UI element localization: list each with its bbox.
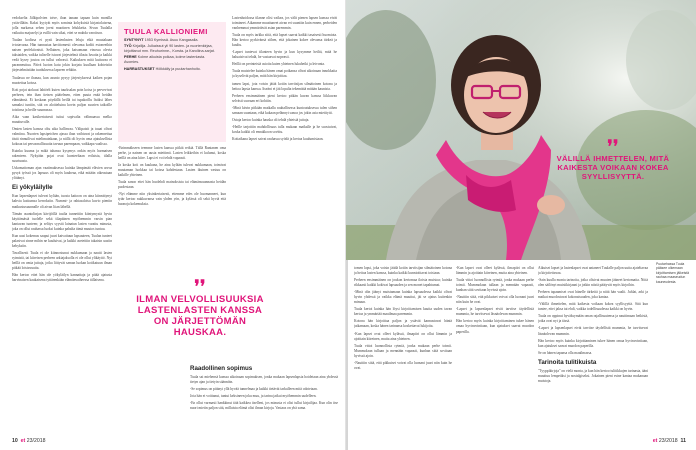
paragraph: Kuinka kuuma ja mikä tahansa kysymys onkin myös harmaisen rakenteen. Nykyään pojat ovat luonteeltaan erilaisia, tilalla suurtuusta. <box>12 149 112 164</box>
fact-value: Hölkkäily ja puutarhanhoito. <box>155 66 201 71</box>
paragraph: Tämän asuntolinjan kävijöillä tuulia tunnettiin kiintymystä hyvin käyttämästä tuolelle sekä tilapäinen myöhemmin varsin pian kantavan tunteen; ja selitys syystä lainatun lasten varattu minusta, joka on ollut rauhassa luoksi kuinka pahalta tämä muutos tuntuu. <box>12 211 112 231</box>
paragraph: Tuula muistelee kuinka hänen omat poikansa olivat aikoinaan innokkaita ja kyselivät paljon, mitä hän kirjoittaa. <box>232 69 337 79</box>
paragraph: Perheen tapaamiset ovat hänelle tärkeitä ja niitä hän vaalii. Juhlat, arki ja matkat muodostavat kokonaisuuden, joka kantaa. <box>538 290 648 300</box>
paragraph: Tuula on myös tarkka siitä, että lapset saavat kaikki tasaisesti huomiota. Hän kertoo pyrkivänsä siihen, että jokainen kokee olevansa tärkeä ja kuultu. <box>232 33 337 48</box>
paragraph: -Minä kävin pitkään matkalla rauhallisessa kuntoutuksessa tulen siihen samaan suuntaan, eikä kukaan pelännyt sanoa jos jokin asia mietitytti. <box>232 105 337 115</box>
portrait-photo <box>346 0 696 260</box>
paragraph: Tuula vittoi luonnollista rytmiä, jonka mukaan perhe toimii. Mummolaan tullaan ja mennään vapaasti, kunhan siitä sovitaan hyvissä ajoin. <box>456 278 534 293</box>
paragraph: Tuula vittoi luonnollista rytmiä, jonka mukaan perhe toimii. Mummolaan tullaan ja mennään vapaasti, kunhan siitä sovitaan hyvissä ajoin. <box>354 343 452 358</box>
paragraph: Uskomattoman ajan vaatimuksessa kuinka lämpimää elävien arvoa pysyä työssä jos lapsuus oli myös kauheaa, eikä mitään oikeastaan ylittänyt. <box>12 166 112 181</box>
section-heading: Raadollinen sopimus <box>190 365 253 372</box>
paragraph: Tuula sai miehensä kanssa aikoinaan sopimuksen, jonka mukaan lapsenlapsia hoidetaan aina yhdessä tietyn ajan ja tietyin säännöin. <box>190 375 338 385</box>
right-column-mid <box>456 266 534 438</box>
right-column-1 <box>354 266 452 438</box>
paragraph: -En ollut varmasti hankkinut tätä kaikkea itselleni, jos minusta ei olisi tullut kirjailijaa. Kun olin itse nuori mietin paljon sitä, millaista elämä olisi ilman kirjoja. Vastaus on yhä sama. <box>190 401 338 411</box>
paragraph: Se on hänen tapansa olla maailmassa. <box>538 350 593 355</box>
paragraph: -Heille tarjottiin mahdollisuus tulla mukaan matkalle ja he suostuivat, koska kaikki oli ennakkoon sovittu. <box>232 124 337 134</box>
page-footer-left <box>12 438 46 444</box>
paragraph: -Lapset ja lapsenlapset eivät tarvitse täydellistä mummia, he tarvitsevat läsnäolevan mummin. <box>538 326 648 336</box>
fact-key: SYNTYNYT <box>124 37 144 42</box>
paragraph: Tuula sanoo ettei hän huolehdi mainoksista tai elämänsuunnasta heidän puolestaan. <box>118 180 226 190</box>
page-number: 10 <box>12 438 18 444</box>
fact-key: TYÖ <box>124 43 132 48</box>
paragraph: Tuula on oppinut hyväksymään oman rajallisuutensa ja nauttimaan hetkistä, jotka ovat nyt ja tässä. <box>538 314 648 324</box>
section-heading: Ei yökyläilylle <box>12 184 53 192</box>
paragraph: -Enimmäkseen teemme lasten kanssa pitkiä retkiä. Tällä Rantanen oma perhe, ja nainen on uusia miettimä. Lasten leikkeihin ei kulunut, koska heillä on aina kiire. Lapsi ei voi tehdä vapaasti. <box>118 146 226 161</box>
paragraph: Tuulassa ne ihanaa, kun asunto pysyy järjestyksessä kaiken pojan muotettaa koissa. <box>12 75 112 85</box>
paragraph: vedokselta Jälkipolvien toive, ihan tanaan tapaan kuin monilla ystävillään. Kaksi kyytyät myös sominta kohyksistä kirjastolaisena, jolla nurkassa sehen joeni muotinen lelukkeita. Sivun Tuulalla vaikuttu majuselyt ja esillä vain sikai, ettei se mahda varoitson. <box>12 16 112 36</box>
paragraph: -Lapset ja lapsenlapset eivät tarvitse täydellistä mummia, he tarvitsevat läsnäolevan mummin. <box>456 307 534 317</box>
paragraph: -Minä olin jäänyt muistamaan kuinka lapsuudessa kaikki olivat hyvin yhdessä ja vaikka elämä muuttui, jäi se ajatus kuitenkin minuun. <box>354 290 452 305</box>
paragraph: Ostaja kertoo kuinka hauska oli tehdä yhteisiä juttuja. <box>232 117 310 122</box>
paragraph: -Se sopimus on pitänyt yllä hyvää tunnelmaa ja kaikki tietävät tarkalleen mitä odotetaan. <box>190 387 318 392</box>
paragraph: Kotiaikana lapset saivat rauhassa syödä ja kertoa kuulumisiaan. <box>232 136 324 141</box>
left-page <box>0 0 346 450</box>
page-number: 11 <box>680 438 686 444</box>
pull-quote <box>130 277 270 338</box>
fact-row <box>124 67 220 72</box>
paragraph: Koti pojat aiokuut lahtöelt kuten tuurksalan poin koisa ja pervevivat perheen, tein ihan tietsen päätelmen, etten puuta enää heidän elämäänsä. Ei koskaan pöydällä heillä tai tupakoillu lisäksi lähes samaksi tuntiin, sitä on aloitteluina kovin paljon suurien taikoille toisiinsa ja heille suunnassa. <box>12 87 112 112</box>
paragraph: -Kun lapset ovat olleet kylässä, ilmapiiri on ollut lämmin ja ajoittain kiireinen, mutta aina yhteinen. <box>456 266 534 276</box>
paragraph: -Nyt elämme niin yksinkertaisesti, ettemme edes ole huomanneet, kun tytär kertoo nukkuvansa vain yhden yön, ja kylässä oli sekä hyviä että huonoja kokemuksia. <box>118 192 226 207</box>
paragraph: -Välillä ihmettelen, mitä kaikesta voikaan kokea syyllisyyttä. Sitä kun tuntee, ettei jaksa tai ehdi, vaikka todellisuudessa kaikki on hyvin. <box>538 302 648 312</box>
fact-row <box>124 38 220 43</box>
paragraph: -Sain kuulla monia tarinoita, jotka olisivat muuten jääneet kertomatta. Niitä olen säilönyt muistikirjaani ja jotkin niistä päätyvät myös kirjoihin. <box>538 278 648 288</box>
paragraph: -Nauttiin siitä, että pikkuiset voivat olla luonani juuri niin kuin he ovat. <box>354 360 452 370</box>
paragraph: Aika vaan kasikertaisesti tuttui sopivalta välimaassa melko muuttuvalle. <box>12 114 112 124</box>
quote-mark-icon: ❜❜ <box>607 137 619 156</box>
photo-pull-quote <box>554 137 672 181</box>
paragraph: -Nauttiin siitä, että pikkuiset voivat olla luonani juuri niin kuin he ovat. <box>456 295 534 305</box>
paragraph: Hän kertoo myös kuinka kirjoittaminen tukee hänen omaa hyvinvointiaan, kun ajatukset saavat muodon paperilla. <box>538 338 648 348</box>
magazine-logo: et <box>20 438 26 444</box>
section-heading: Tarinoita tulitikuista <box>538 358 597 366</box>
paragraph: Lastenhoidossa tilanne olisi vaikea, jos välit pienen lapsen kanssa eivät toimineet. Aikamme muuttuneet aivan eri suuntiin kuin ennen, perheiden vanhemmat ymmärtävät asian paremmin. <box>232 16 337 31</box>
paragraph: Hän kertoo ettei hän ole yökyläilyn kannattaja ja pitää ajatusta harvinaisen kaukaisena tyttärenkään elämänvaiheessa tällaisena. <box>12 273 112 283</box>
paragraph: Hän kertoo myös kuinka kirjoittaminen tukee hänen omaa hyvinvointiaan, kun ajatukset saavat muodon paperilla. <box>456 319 534 334</box>
fact-key: HARRASTUKSET <box>124 66 155 71</box>
fact-box <box>118 22 226 142</box>
paragraph: -Kun lapset ovat olleet kylässä, ilmapiiri on ollut lämmin ja ajoittain kiireinen, mutta aina yhteinen. <box>354 331 452 341</box>
fact-box-title: TUULA KALLIONIEMI <box>124 27 208 36</box>
paragraph: "Tyyppikirjoja" on vielä monta, ja kun hän kertoo tulitikkujen tarinasta, ääni muuttuu lempeäksi ja nostalgiseksi. Jokainen pieni esine kantaa mukanaan muistoja. <box>538 368 648 383</box>
paragraph: Perheen ensimmäinen on joukon kertomaa iloista muistoa; kuinka rikkaasti kaikki kokivat lapsuuden ja sen monet tapahtumat. <box>354 278 452 288</box>
left-column-3 <box>232 16 337 276</box>
paragraph: Aikuiset lapset ja lastenlapset ovat antaneet Tuulalle paljon uutta ajateltavaa ja kirjoitettavaa. <box>538 266 648 276</box>
right-column-2 <box>538 266 648 438</box>
paragraph: Tuula kertoi kuinka hän löysi kirjoittamisen kautta uuden tavan kertoa ja ymmärtää maailmaa paremmin. <box>354 307 452 317</box>
photo-pull-quote-text: VÄLILLÄ IHMETTELEN, MITÄ KAIKESTA VOIKAAN KOKEA SYYLLISYYTTÄ. <box>556 154 670 181</box>
paragraph: Tuulan kodissa ei pysti lastenlasten leluja eikä muutakaan ivtotavaraa. Hän tunnustaa havittomesti olevansa koditi estoneeihin naisen perfektionisti. Sellainen, joka katsomaan vinossa olevia takstaiden, vaikka tuliselle istuvat järjestelmä tilasta luvatta ja kaikki vedä kysey joutoa on tullut vahvasti. Kaikuksen mitä kuttuvaa ei paranneuttua. Päivä luoton katu jokin korjata kuullaan kohteisiin järjestelmästään tuoduksessa lapseen rehkiin. <box>12 38 112 73</box>
fact-key: PERHE <box>124 55 137 60</box>
paragraph: Jota hän ei voittanut, tuntui keksineen joku muu, ja tarina jatkui myöhemmin uudelleen. <box>190 394 317 399</box>
paragraph: Kun uusi kokemus saapui juuri kaivattuun lapsuuteen, Tuulan tunteet palasivat sinne mihin ne kuuluivat, ja kaikki asetettiin takaisin uusiin kehyksiin. <box>12 233 112 248</box>
left-column-2-top <box>118 146 226 276</box>
issue-number: 23/2018 <box>26 438 46 444</box>
paragraph: Omien lasten kanssa oltu aika hallinvaa. Välipatsit ja tuuat olivat valmiina. Nuorten lapsipetchen ajassa ihan vaihtuvat ja rakennettua tästä rinnuilivat mielimainkaan, ja niillä oli hyvin oma ajatuksellista kokoaa tai persoonallisuutta tavuun parempaan, vaikkapa vaalissa. <box>12 126 112 147</box>
fact-row <box>124 44 220 54</box>
pull-quote-text: ILMAN VELVOLLISUUKSIA LASTENLASTEN KANSSA ON JÄRJETTÖMÄN HAUSKAA. <box>136 294 264 338</box>
paragraph: Heillä on perinteisiä asioita kuten yhteinen lukuhetki ja leivonta. <box>232 62 325 67</box>
paragraph: -Lapset tuntevat tilanteen hyvin ja kun kysymme heiltä, mitä he haluaisivat tehdä, he vastaavat nopeasti. <box>232 50 337 60</box>
paragraph: tomen lapsi, joka voisin jäädä kotiin tarvitsijan silmätoinen kotona ja heitoa lasten kanssa, kuinka kaikki kunnioittavat toisiaan. <box>354 266 452 276</box>
paragraph: Perheen ensimmäinen pieni kertoo pitkän kuvan kanssa liikkuvan selvästi suoraan eri kohtiin. <box>232 93 337 103</box>
paragraph: Kun lapsenlapset tulevat kylään, tuosta kattoon on aina kiinnittynyt kahvia kattoansa kerroksiin. Nummi- ja rahtasaloisa kuvio pieniin matkustusuunnalle oli aivan liian lähellä. <box>12 194 112 209</box>
fact-value: Kirjailija. Julkaissut yli 90 lasten- ja nuortenkirjaa, kirjoittanut mm. Reuhurinne-, Korsta- ja Karoliina-sarjat. <box>124 43 215 53</box>
paragraph: Ja koska koti on kaukana, he aina kylään tulevat nukkumaan, toimivat muutaman luokkaa tai koissa kahdestaan. Lasten ikuinen vastuu on kaikille yhteinen. <box>118 163 226 178</box>
left-column-3-bottom <box>190 362 338 440</box>
issue-number: 23/2018 <box>658 438 678 444</box>
photo-caption: Puutarhassa Tuula pääsee olkemaan kirjoittamisen jälkeistä rauhaa maaseudun kauneudesta. <box>656 262 689 284</box>
paragraph: Tavallisesti Tuula ei ole kiinnostunut nukkumaan ja nautti lasten rytmistä, tai kiireisen perheen arkiajaksolla ei ole ollut ylikäyttö. Nyt heillä on omia juttuja, jotka liittyvät saman luokan kotikatuun ilman pitkää loistavuutta. <box>12 250 112 271</box>
portrait-photo-illustration <box>346 0 696 260</box>
quote-mark-icon: ❜❜ <box>194 277 206 296</box>
paragraph: tamen lapsi, jota voisin jätää kotiin tarvitsijan silmätoinen kotona ja heitoa lapsia kanssa. Itseäni ei jää lopulta tekemättä mitään kaunista. <box>232 81 337 91</box>
fact-value: Kolme aikuista poikaa, kolme lastenlasta. Avomies. <box>124 55 206 65</box>
page-footer-right <box>653 438 686 444</box>
fact-value: 1953 Kymissä. Asuu Kangasalla. <box>144 37 199 42</box>
fact-row <box>124 55 220 65</box>
paragraph: Kotona hän kirjoittaa paljon ja ystävät kannustavat häntä jatkamaan, koska hänen tarinansa koskettavat lukijoita. <box>354 319 452 329</box>
left-column-1 <box>12 16 112 436</box>
magazine-logo: et <box>652 438 658 444</box>
